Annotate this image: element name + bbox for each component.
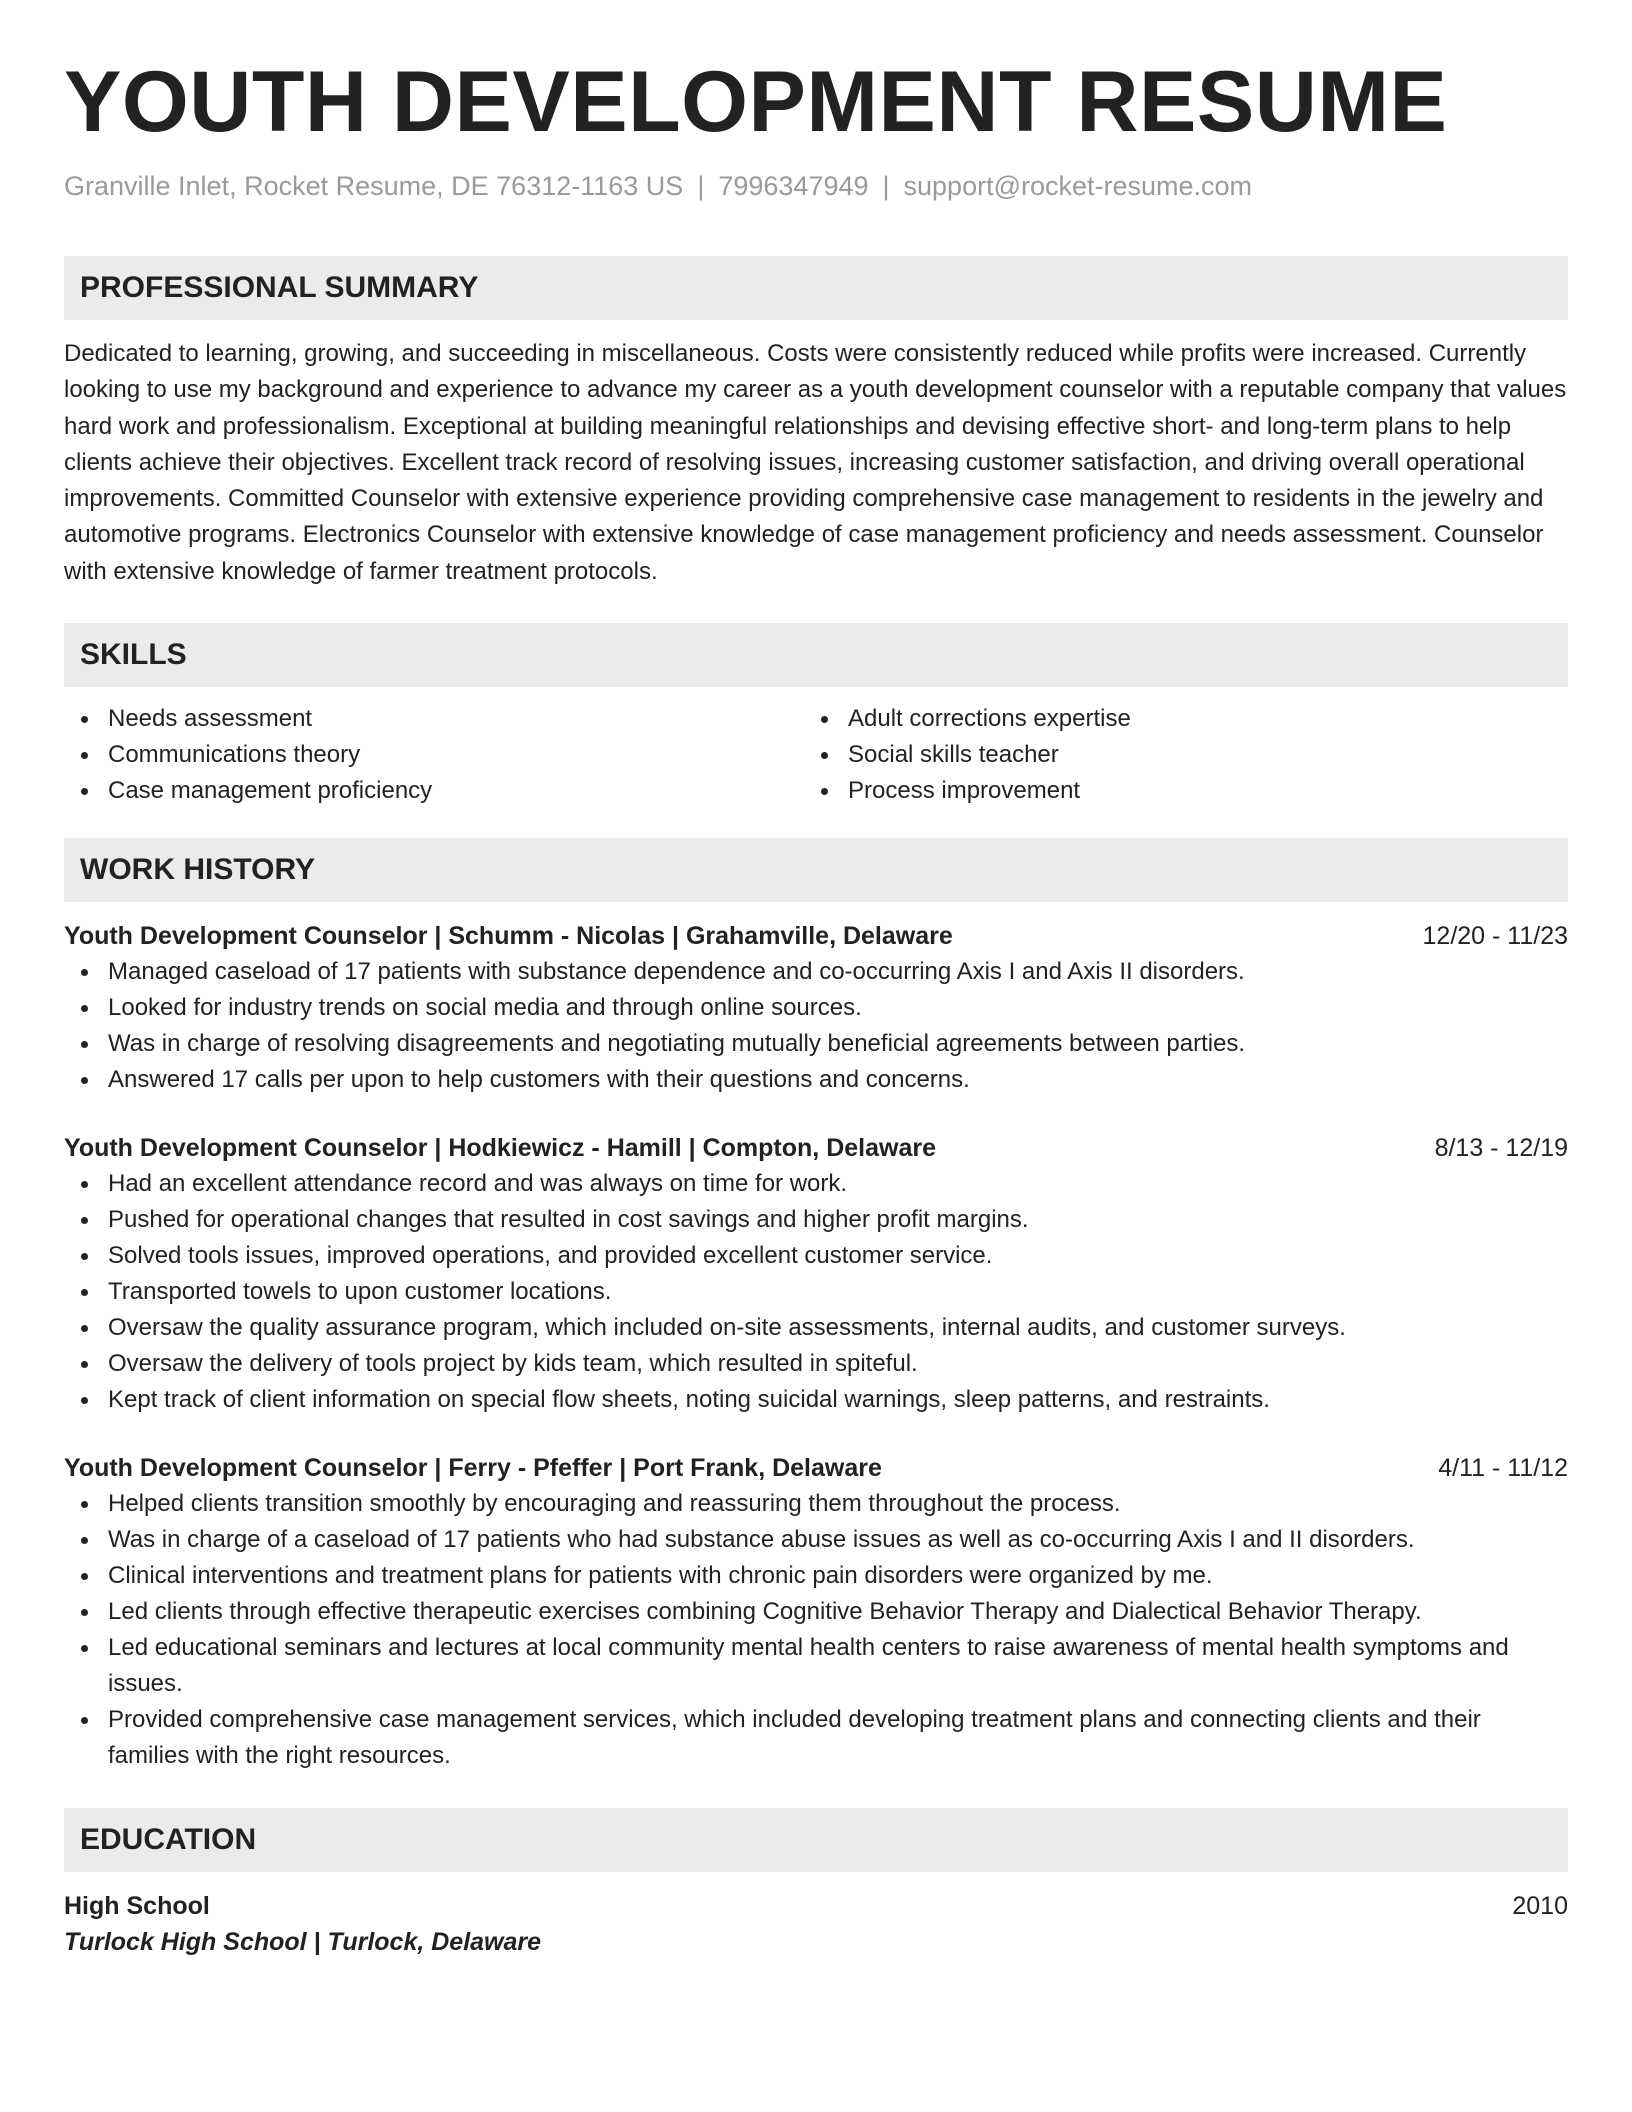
- job-duty: Was in charge of a caseload of 17 patients who had substance abuse issues as well as co-occurring Axis I and II disorders.: [64, 1522, 1568, 1558]
- job-dates: 4/11 - 11/12: [1438, 1454, 1568, 1483]
- summary-text: Dedicated to learning, growing, and succeeding in miscellaneous. Costs were consistently reduced while profits were increased. Currently looking to use my background and experience to advance my career as a youth development counselor with a reputable company that values hard work and professionalism. Exceptional at building meaningful relationships and devising effective short- and long-term plans to help clients achieve their objectives. Excellent track record of resolving issues, increasing customer satisfaction, and driving overall operational improvements. Committed Counselor with extensive experience providing comprehensive case management to residents in the jewelry and automotive programs. Electronics Counselor with extensive knowledge of case management proficiency and needs assessment. Counselor with extensive knowledge of farmer treatment protocols.: [64, 340, 1567, 585]
- job-duty: Was in charge of resolving disagreements and negotiating mutually beneficial agreements between parties.: [64, 1026, 1568, 1062]
- job-title: Youth Development Counselor | Hodkiewicz - Hamill | Compton, Delaware: [64, 1134, 936, 1163]
- job-entry: [64, 918, 1568, 1098]
- education-degree: High School: [64, 1892, 210, 1921]
- contact-line: [64, 168, 1568, 204]
- contact-address: Granville Inlet, Rocket Resume, DE 76312-1163 US: [64, 171, 684, 201]
- skill-item: Needs assessment: [64, 701, 804, 737]
- resume-title: YOUTH DEVELOPMENT RESUME: [64, 54, 1448, 150]
- job-duty: Pushed for operational changes that resulted in cost savings and higher profit margins.: [64, 1202, 1568, 1238]
- job-title: Youth Development Counselor | Schumm - Nicolas | Grahamville, Delaware: [64, 922, 953, 951]
- work-history-heading: WORK HISTORY: [64, 838, 1568, 902]
- job-duty: Answered 17 calls per upon to help customers with their questions and concerns.: [64, 1062, 1568, 1098]
- job-title: Youth Development Counselor | Ferry - Pfeffer | Port Frank, Delaware: [64, 1454, 882, 1483]
- skill-item: Process improvement: [804, 773, 1544, 809]
- job-dates: 12/20 - 11/23: [1422, 922, 1568, 951]
- job-entry: [64, 1130, 1568, 1418]
- contact-separator: |: [697, 171, 705, 201]
- education-school: Turlock High School | Turlock, Delaware: [64, 1928, 542, 1957]
- job-duty: Transported towels to upon customer locations.: [64, 1274, 1568, 1310]
- skill-item: Communications theory: [64, 737, 804, 773]
- job-duty: Looked for industry trends on social media and through online sources.: [64, 990, 1568, 1026]
- contact-email: support@rocket-resume.com: [903, 171, 1253, 201]
- skill-item: Case management proficiency: [64, 773, 804, 809]
- skills-list: [64, 701, 1568, 809]
- skills-heading: SKILLS: [64, 623, 1568, 687]
- skill-item: Adult corrections expertise: [804, 701, 1544, 737]
- job-duty: Provided comprehensive case management services, which included developing treatment plans and connecting clients and their families with the right resources.: [64, 1702, 1568, 1774]
- job-duties: [64, 1166, 1568, 1418]
- job-duty: Oversaw the delivery of tools project by kids team, which resulted in spiteful.: [64, 1346, 1568, 1382]
- job-duty: Clinical interventions and treatment plans for patients with chronic pain disorders were organized by me.: [64, 1558, 1568, 1594]
- job-duties: [64, 1486, 1568, 1774]
- job-duty: Managed caseload of 17 patients with substance dependence and co-occurring Axis I and Axis II disorders.: [64, 954, 1568, 990]
- summary-heading: PROFESSIONAL SUMMARY: [64, 256, 1568, 320]
- skills-column-left: [64, 701, 804, 809]
- education-entry: [64, 1888, 1568, 1924]
- education-heading: EDUCATION: [64, 1808, 1568, 1872]
- job-duty: Solved tools issues, improved operations, and provided excellent customer service.: [64, 1238, 1568, 1274]
- education-year: 2010: [1512, 1892, 1568, 1921]
- contact-separator: |: [882, 171, 890, 201]
- job-entry: [64, 1450, 1568, 1774]
- job-dates: 8/13 - 12/19: [1434, 1134, 1568, 1163]
- skill-item: Social skills teacher: [804, 737, 1544, 773]
- job-duty: Led educational seminars and lectures at local community mental health centers to raise awareness of mental health symptoms and issues.: [64, 1630, 1568, 1702]
- job-duties: [64, 954, 1568, 1098]
- skills-column-right: [804, 701, 1544, 809]
- job-duty: Kept track of client information on special flow sheets, noting suicidal warnings, sleep patterns, and restraints.: [64, 1382, 1568, 1418]
- job-duty: Led clients through effective therapeutic exercises combining Cognitive Behavior Therapy and Dialectical Behavior Therapy.: [64, 1594, 1568, 1630]
- job-duty: Oversaw the quality assurance program, which included on-site assessments, internal audits, and customer surveys.: [64, 1310, 1568, 1346]
- job-duty: Helped clients transition smoothly by encouraging and reassuring them throughout the process.: [64, 1486, 1568, 1522]
- job-duty: Had an excellent attendance record and was always on time for work.: [64, 1166, 1568, 1202]
- contact-phone: 7996347949: [718, 171, 869, 201]
